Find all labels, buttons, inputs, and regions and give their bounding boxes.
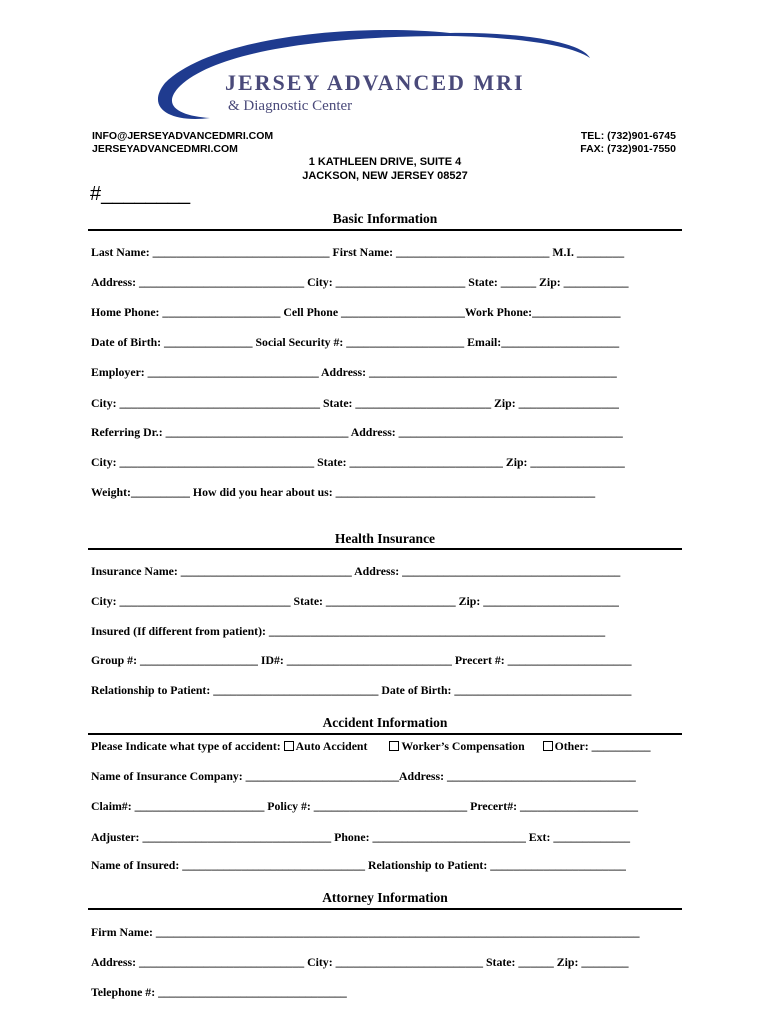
address-line-1: 1 KATHLEEN DRIVE, SUITE 4 [308,156,462,168]
referring-city-row[interactable]: City: _________________________________ State: __________________________ Zip: ________________ [91,455,625,469]
workers-comp-checkbox[interactable] [389,741,399,751]
section-divider [88,229,682,231]
phone-row[interactable]: Home Phone: ____________________ Cell Phone _____________________Work Phone:_______________ [91,305,621,319]
auto-accident-label: Auto Accident [295,739,368,753]
firm-name-row[interactable]: Firm Name: __________________________________________________________________________________ [91,925,640,939]
insurance-name-row[interactable]: Insurance Name: _____________________________ Address: _____________________________________ [91,564,621,578]
attorney-address-row[interactable]: Address: ____________________________ City: _________________________ State: ______ Zip: ________ [91,955,629,969]
website-text: JERSEYADVANCEDMRI.COM [92,143,238,155]
workers-comp-label: Worker’s Compensation [401,739,525,753]
attorney-phone-row[interactable]: Telephone #: ________________________________ [91,985,347,999]
section-divider [88,733,682,735]
accident-info-title: Accident Information [322,715,448,730]
street-address [0,155,770,183]
logo-swoosh-icon [150,28,610,128]
basic-info-title: Basic Information [332,211,438,226]
group-row[interactable]: Group #: ____________________ ID#: ____________________________ Precert #: _____________________ [91,653,632,667]
contact-left [92,130,273,156]
weight-row[interactable]: Weight:__________ How did you hear about us: ____________________________________________ [91,485,596,499]
address-row[interactable]: Address: ____________________________ City: ______________________ State: ______ Zip: ___________ [91,275,629,289]
employer-row[interactable]: Employer: _____________________________ Address: __________________________________________ [91,365,617,379]
address-line-2: JACKSON, NEW JERSEY 08527 [302,170,468,182]
attorney-info-title: Attorney Information [322,890,448,905]
section-divider [88,908,682,910]
adjuster-row[interactable]: Adjuster: ________________________________ Phone: __________________________ Ext: _____________ [91,830,631,844]
tel-text: TEL: (732)901-6745 [580,130,676,142]
dob-row[interactable]: Date of Birth: _______________ Social Security #: ____________________ Email:____________________ [91,335,620,349]
logo-name: JERSEY ADVANCED MRI [225,70,525,95]
accident-type-prompt: Please Indicate what type of accident: [91,739,281,753]
insurance-company-row[interactable]: Name of Insurance Company: __________________________Address: ________________________________ [91,769,636,783]
insurance-city-row[interactable]: City: _____________________________ State: ______________________ Zip: _______________________ [91,594,619,608]
name-row[interactable]: Last Name: ______________________________ First Name: __________________________ M.I. ________ [91,245,625,259]
other-checkbox[interactable] [543,741,553,751]
insured-name-row[interactable]: Name of Insured: _______________________________ Relationship to Patient: _______________________ [91,858,626,872]
other-label[interactable]: Other: __________ [554,739,651,753]
claim-row[interactable]: Claim#: ______________________ Policy #: __________________________ Precert#: ____________________ [91,799,638,813]
fax-text: FAX: (732)901-7550 [580,143,676,155]
contact-right [580,130,676,156]
referring-dr-row[interactable]: Referring Dr.: _______________________________ Address: ______________________________________ [91,425,623,439]
patient-number-field[interactable]: #________ [90,183,191,205]
accident-type-row [91,739,679,754]
insured-row[interactable]: Insured (If different from patient): _________________________________________________________ [91,624,606,638]
employer-city-row[interactable]: City: __________________________________ State: _______________________ Zip: _________________ [91,396,619,410]
section-divider [88,548,682,550]
auto-accident-checkbox[interactable] [284,741,294,751]
health-insurance-title: Health Insurance [334,531,436,546]
relationship-row[interactable]: Relationship to Patient: ____________________________ Date of Birth: ______________________________ [91,683,632,697]
company-logo [150,28,610,128]
email-text: INFO@JERSEYADVANCEDMRI.COM [92,130,274,142]
logo-tagline: & Diagnostic Center [228,98,353,114]
